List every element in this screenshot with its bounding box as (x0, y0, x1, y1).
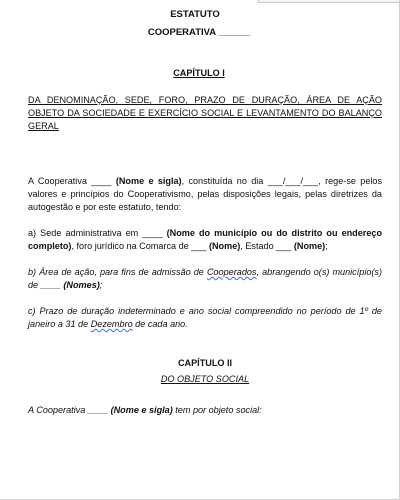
chapter-2-heading: CAPÍTULO II (177, 358, 233, 368)
paragraph-intro: A Cooperativa ____ (Nome e sigla), constituída no dia ___/___/___, rege-se pelos valores e princípios do Cooperativismo, pelas disposições legais, pelas diretrizes da autogestão e por este estatuto, tendo: (28, 176, 382, 212)
chapter-2-paragraph: A Cooperativa ____ (Nome e sigla) tem por objeto social: (28, 405, 262, 415)
spellcheck-word: Dezembro (90, 319, 133, 329)
spellcheck-word: Cooperados (206, 267, 257, 277)
chapter-2-subheading: DO OBJETO SOCIAL (160, 374, 250, 384)
paragraph-a: a) Sede administrativa em ____ (Nome do município ou do distrito ou endereço completo), foro jurídico na Comarca de ___ (Nome), Estado ___ (Nome); (28, 228, 383, 251)
paragraph-b: b) Área de ação, para fins de admissão de Cooperados, abrangendo o(s) município(s) de ____ (Nomes); (28, 267, 382, 290)
chapter-1-subheading: DA DENOMINAÇÃO, SEDE, FORO, PRAZO DE DURAÇÃO, ÁREA DE AÇÃO OBJETO DA SOCIEDADE E EXERCÍCIO SOCIAL E LEVANTAMENTO DO BALANÇO GERAL (28, 95, 382, 131)
document-subtitle: COOPERATIVA ______ (147, 27, 251, 38)
document-title: ESTATUTO (170, 9, 220, 20)
document-body (28, 8, 382, 417)
toolbar-edge (258, 0, 400, 3)
paragraph-c: c) Prazo de duração indeterminado e ano social compreendido no período de 1º de janeiro a 31 de Dezembro de cada ano. (28, 306, 382, 329)
chapter-1-heading: CAPÍTULO I (173, 68, 225, 78)
